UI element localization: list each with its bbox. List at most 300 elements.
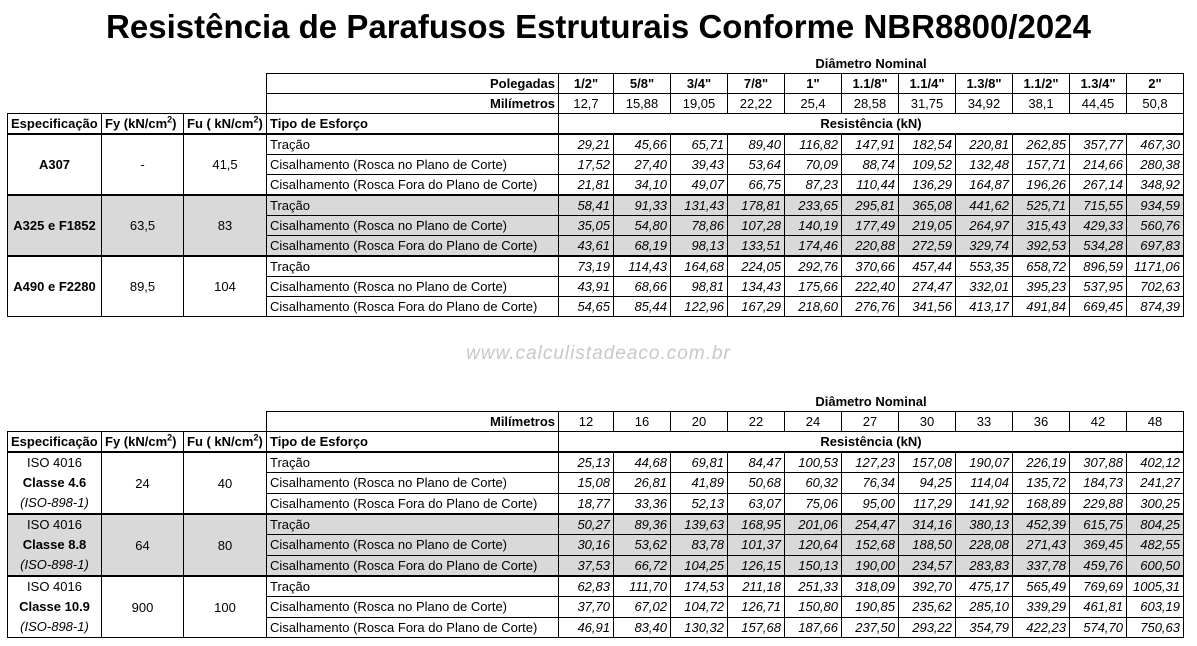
resistance-value: 175,66: [785, 277, 842, 297]
resistance-value: 750,63: [1127, 617, 1184, 637]
resistance-value: 98,81: [671, 277, 728, 297]
spec-standard: ISO 4016: [27, 517, 82, 532]
resistance-value: 702,63: [1127, 277, 1184, 297]
resistance-value: 78,86: [671, 216, 728, 236]
fy-value: 64: [102, 514, 184, 576]
resistance-value: 560,76: [1127, 216, 1184, 236]
mm-value: 48: [1127, 412, 1184, 432]
resistance-value: 168,95: [728, 514, 785, 535]
spec-reference: (ISO-898-1): [20, 619, 89, 634]
blank-cell: [8, 392, 559, 412]
resistance-value: 50,27: [559, 514, 614, 535]
resistance-value: 17,52: [559, 155, 614, 175]
resistance-value: 30,16: [559, 535, 614, 555]
bolt-table-metric: [7, 392, 1184, 638]
tipo-cell: Cisalhamento (Rosca Fora do Plano de Corte): [267, 493, 559, 514]
resistance-value: 196,26: [1013, 175, 1070, 196]
fu-value: 40: [184, 452, 267, 514]
resistance-value: 295,81: [842, 195, 899, 216]
tipo-cell: Cisalhamento (Rosca Fora do Plano de Corte): [267, 617, 559, 637]
resistance-value: 116,82: [785, 134, 842, 155]
resistance-value: 139,63: [671, 514, 728, 535]
resistance-value: 117,29: [899, 493, 956, 514]
resistance-value: 187,66: [785, 617, 842, 637]
resistance-value: 190,85: [842, 597, 899, 617]
table-row: [8, 134, 1184, 155]
resistance-value: 467,30: [1127, 134, 1184, 155]
resistance-value: 34,10: [614, 175, 671, 196]
resistance-value: 339,29: [1013, 597, 1070, 617]
resistance-value: 75,06: [785, 493, 842, 514]
resistance-value: 122,96: [671, 297, 728, 317]
resistance-value: 177,49: [842, 216, 899, 236]
resistance-value: 85,44: [614, 297, 671, 317]
resistance-value: 402,12: [1127, 452, 1184, 473]
mm-value: 33: [956, 412, 1013, 432]
resistance-value: 769,69: [1070, 576, 1127, 597]
resistance-value: 262,85: [1013, 134, 1070, 155]
mm-value: 24: [785, 412, 842, 432]
fu-header-text: Fu ( kN/cm: [187, 434, 254, 449]
resistance-value: 89,36: [614, 514, 671, 535]
resistance-value: 214,66: [1070, 155, 1127, 175]
spec-class: Classe 4.6: [22, 475, 87, 490]
table-row: [8, 576, 1184, 597]
close-paren: ): [258, 434, 263, 449]
resistance-value: 109,52: [899, 155, 956, 175]
tipo-cell: Cisalhamento (Rosca no Plano de Corte): [267, 277, 559, 297]
fy-header: [102, 114, 184, 135]
resistance-value: 152,68: [842, 535, 899, 555]
fu-value: 104: [184, 256, 267, 317]
spec-cell: [8, 256, 102, 317]
mm-value: 34,92: [956, 94, 1013, 114]
resistance-value: 68,66: [614, 277, 671, 297]
resistance-value: 254,47: [842, 514, 899, 535]
resistance-value: 126,15: [728, 555, 785, 576]
blank-cell: [8, 54, 559, 74]
fy-header-text: Fy (kN/cm: [105, 116, 168, 131]
mm-value: 22,22: [728, 94, 785, 114]
table-row: [8, 514, 1184, 535]
resistance-value: 37,70: [559, 597, 614, 617]
close-paren: ): [172, 434, 177, 449]
spec-cell: [8, 514, 102, 576]
tipo-cell: Tração: [267, 576, 559, 597]
fu-header-text: Fu ( kN/cm: [187, 116, 254, 131]
resistance-value: 54,65: [559, 297, 614, 317]
fu-value: 41,5: [184, 134, 267, 195]
resistance-value: 1005,31: [1127, 576, 1184, 597]
blank-cell: [8, 412, 267, 432]
table-row: [8, 256, 1184, 277]
mm-value: 44,45: [1070, 94, 1127, 114]
resistance-value: 574,70: [1070, 617, 1127, 637]
tipo-header: Tipo de Esforço: [267, 114, 559, 135]
mm-value: 16: [614, 412, 671, 432]
spec-header: Especificação: [8, 432, 102, 453]
spec-standard: ISO 4016: [27, 455, 82, 470]
resistance-value: 271,43: [1013, 535, 1070, 555]
mm-value: 19,05: [671, 94, 728, 114]
resistance-value: 341,56: [899, 297, 956, 317]
superscript-2: 2: [167, 432, 173, 443]
spec-class: Classe 10.9: [19, 599, 90, 614]
resistance-value: 475,17: [956, 576, 1013, 597]
resistance-value: 101,37: [728, 535, 785, 555]
resistance-value: 307,88: [1070, 452, 1127, 473]
inch-value: 5/8": [614, 74, 671, 94]
resistance-value: 178,81: [728, 195, 785, 216]
resistance-value: 35,05: [559, 216, 614, 236]
resistance-value: 84,47: [728, 452, 785, 473]
mm-value: 15,88: [614, 94, 671, 114]
resistance-value: 461,81: [1070, 597, 1127, 617]
header-row: [8, 114, 1184, 135]
spec-standard: ISO 4016: [27, 579, 82, 594]
resistance-value: 190,00: [842, 555, 899, 576]
table-metric-wrap: [7, 392, 1184, 638]
bolt-table-imperial: [7, 54, 1184, 317]
resistance-value: 53,64: [728, 155, 785, 175]
mm-value: 50,8: [1127, 94, 1184, 114]
resistance-value: 315,43: [1013, 216, 1070, 236]
inch-value: 1": [785, 74, 842, 94]
resistance-value: 43,91: [559, 277, 614, 297]
inch-value: 2": [1127, 74, 1184, 94]
resistance-value: 188,50: [899, 535, 956, 555]
tipo-cell: Cisalhamento (Rosca Fora do Plano de Corte): [267, 297, 559, 317]
resistance-value: 337,78: [1013, 555, 1070, 576]
resistance-value: 140,19: [785, 216, 842, 236]
tipo-header: Tipo de Esforço: [267, 432, 559, 453]
resistance-value: 422,23: [1013, 617, 1070, 637]
resistance-value: 26,81: [614, 473, 671, 493]
fy-header-text: Fy (kN/cm: [105, 434, 168, 449]
tipo-cell: Cisalhamento (Rosca Fora do Plano de Corte): [267, 236, 559, 257]
fu-header: [184, 114, 267, 135]
resistance-header: Resistência (kN): [559, 114, 1184, 135]
resistance-value: 41,89: [671, 473, 728, 493]
resistance-value: 292,76: [785, 256, 842, 277]
inch-value: 1/2": [559, 74, 614, 94]
resistance-value: 441,62: [956, 195, 1013, 216]
resistance-value: 110,44: [842, 175, 899, 196]
resistance-value: 429,33: [1070, 216, 1127, 236]
resistance-value: 300,25: [1127, 493, 1184, 514]
spec-reference: (ISO-898-1): [20, 495, 89, 510]
resistance-value: 228,08: [956, 535, 1013, 555]
resistance-value: 357,77: [1070, 134, 1127, 155]
resistance-value: 283,83: [956, 555, 1013, 576]
resistance-value: 491,84: [1013, 297, 1070, 317]
tipo-cell: Tração: [267, 195, 559, 216]
blank-cell: [8, 94, 267, 114]
inch-value: 1.1/2": [1013, 74, 1070, 94]
mm-value: 25,4: [785, 94, 842, 114]
resistance-value: 157,68: [728, 617, 785, 637]
table-row: [8, 452, 1184, 473]
resistance-value: 293,22: [899, 617, 956, 637]
inch-value: 3/4": [671, 74, 728, 94]
tipo-cell: Cisalhamento (Rosca no Plano de Corte): [267, 535, 559, 555]
resistance-value: 184,73: [1070, 473, 1127, 493]
fu-value: 83: [184, 195, 267, 256]
mm-value: 12: [559, 412, 614, 432]
resistance-value: 459,76: [1070, 555, 1127, 576]
resistance-value: 182,54: [899, 134, 956, 155]
resistance-value: 164,87: [956, 175, 1013, 196]
resistance-value: 537,95: [1070, 277, 1127, 297]
page-title: Resistência de Parafusos Estruturais Conforme NBR8800/2024: [106, 8, 1091, 45]
resistance-value: 219,05: [899, 216, 956, 236]
spec-reference: (ISO-898-1): [20, 557, 89, 572]
resistance-value: 120,64: [785, 535, 842, 555]
tipo-cell: Tração: [267, 452, 559, 473]
resistance-value: 37,53: [559, 555, 614, 576]
resistance-value: 130,32: [671, 617, 728, 637]
resistance-value: 98,13: [671, 236, 728, 257]
resistance-value: 658,72: [1013, 256, 1070, 277]
header-row: [8, 432, 1184, 453]
resistance-value: 135,72: [1013, 473, 1070, 493]
resistance-value: 53,62: [614, 535, 671, 555]
resistance-value: 157,71: [1013, 155, 1070, 175]
resistance-value: 126,71: [728, 597, 785, 617]
resistance-value: 603,19: [1127, 597, 1184, 617]
resistance-value: 457,44: [899, 256, 956, 277]
table-imperial-wrap: [7, 54, 1184, 317]
resistance-value: 91,33: [614, 195, 671, 216]
resistance-value: 131,43: [671, 195, 728, 216]
fy-header: [102, 432, 184, 453]
mm-value: 22: [728, 412, 785, 432]
resistance-value: 54,80: [614, 216, 671, 236]
mm-value: 28,58: [842, 94, 899, 114]
resistance-value: 224,05: [728, 256, 785, 277]
resistance-value: 141,92: [956, 493, 1013, 514]
resistance-value: 87,23: [785, 175, 842, 196]
table-row: [8, 195, 1184, 216]
resistance-value: 329,74: [956, 236, 1013, 257]
resistance-value: 15,08: [559, 473, 614, 493]
close-paren: ): [258, 116, 263, 131]
mm-value: 38,1: [1013, 94, 1070, 114]
resistance-value: 68,19: [614, 236, 671, 257]
caption-row: [8, 392, 1184, 412]
resistance-value: 318,09: [842, 576, 899, 597]
tipo-cell: Tração: [267, 134, 559, 155]
spec-cell: [8, 134, 102, 195]
resistance-value: 272,59: [899, 236, 956, 257]
resistance-value: 534,28: [1070, 236, 1127, 257]
resistance-value: 58,41: [559, 195, 614, 216]
resistance-value: 52,13: [671, 493, 728, 514]
tipo-cell: Cisalhamento (Rosca no Plano de Corte): [267, 597, 559, 617]
resistance-value: 147,91: [842, 134, 899, 155]
resistance-value: 157,08: [899, 452, 956, 473]
resistance-value: 896,59: [1070, 256, 1127, 277]
resistance-value: 94,25: [899, 473, 956, 493]
resistance-value: 365,08: [899, 195, 956, 216]
resistance-value: 150,80: [785, 597, 842, 617]
mm-value: 30: [899, 412, 956, 432]
resistance-value: 174,46: [785, 236, 842, 257]
resistance-value: 73,19: [559, 256, 614, 277]
resistance-value: 134,43: [728, 277, 785, 297]
fy-value: 63,5: [102, 195, 184, 256]
watermark: www.calculistadeaco.com.br: [466, 343, 731, 364]
resistance-value: 88,74: [842, 155, 899, 175]
resistance-value: 370,66: [842, 256, 899, 277]
resistance-value: 111,70: [614, 576, 671, 597]
resistance-value: 63,07: [728, 493, 785, 514]
mm-value: 42: [1070, 412, 1127, 432]
resistance-value: 43,61: [559, 236, 614, 257]
resistance-value: 114,43: [614, 256, 671, 277]
resistance-value: 874,39: [1127, 297, 1184, 317]
resistance-value: 66,75: [728, 175, 785, 196]
resistance-value: 100,53: [785, 452, 842, 473]
resistance-value: 29,21: [559, 134, 614, 155]
resistance-value: 104,25: [671, 555, 728, 576]
spec-name: A307: [38, 157, 71, 172]
resistance-value: 697,83: [1127, 236, 1184, 257]
resistance-value: 348,92: [1127, 175, 1184, 196]
mm-value: 12,7: [559, 94, 614, 114]
mm-row: [8, 412, 1184, 432]
resistance-value: 60,32: [785, 473, 842, 493]
tipo-cell: Cisalhamento (Rosca no Plano de Corte): [267, 473, 559, 493]
caption-row: [8, 54, 1184, 74]
resistance-value: 332,01: [956, 277, 1013, 297]
fy-value: -: [102, 134, 184, 195]
mm-row: [8, 94, 1184, 114]
resistance-value: 18,77: [559, 493, 614, 514]
mm-value: 31,75: [899, 94, 956, 114]
resistance-value: 150,13: [785, 555, 842, 576]
resistance-value: 104,72: [671, 597, 728, 617]
resistance-value: 233,65: [785, 195, 842, 216]
resistance-value: 107,28: [728, 216, 785, 236]
inch-value: 1.3/8": [956, 74, 1013, 94]
resistance-value: 127,23: [842, 452, 899, 473]
mm-value: 20: [671, 412, 728, 432]
resistance-value: 395,23: [1013, 277, 1070, 297]
resistance-value: 229,88: [1070, 493, 1127, 514]
resistance-value: 136,29: [899, 175, 956, 196]
inch-label: Polegadas: [267, 74, 559, 94]
fy-value: 89,5: [102, 256, 184, 317]
resistance-value: 66,72: [614, 555, 671, 576]
spec-name: A490 e F2280: [13, 279, 96, 294]
resistance-value: 132,48: [956, 155, 1013, 175]
tipo-cell: Cisalhamento (Rosca no Plano de Corte): [267, 155, 559, 175]
resistance-value: 67,02: [614, 597, 671, 617]
resistance-value: 89,40: [728, 134, 785, 155]
inch-value: 1.1/8": [842, 74, 899, 94]
resistance-value: 392,53: [1013, 236, 1070, 257]
resistance-value: 39,43: [671, 155, 728, 175]
resistance-value: 452,39: [1013, 514, 1070, 535]
tipo-cell: Tração: [267, 256, 559, 277]
resistance-value: 62,83: [559, 576, 614, 597]
resistance-value: 241,27: [1127, 473, 1184, 493]
resistance-value: 164,68: [671, 256, 728, 277]
resistance-value: 49,07: [671, 175, 728, 196]
resistance-value: 174,53: [671, 576, 728, 597]
resistance-header: Resistência (kN): [559, 432, 1184, 453]
resistance-value: 222,40: [842, 277, 899, 297]
resistance-value: 83,40: [614, 617, 671, 637]
resistance-value: 482,55: [1127, 535, 1184, 555]
resistance-value: 168,89: [1013, 493, 1070, 514]
resistance-value: 354,79: [956, 617, 1013, 637]
superscript-2: 2: [167, 114, 173, 125]
spec-cell: [8, 452, 102, 514]
resistance-value: 615,75: [1070, 514, 1127, 535]
resistance-value: 220,81: [956, 134, 1013, 155]
mm-label: Milímetros: [267, 412, 559, 432]
resistance-value: 369,45: [1070, 535, 1127, 555]
spec-cell: [8, 195, 102, 256]
blank-cell: [8, 74, 267, 94]
resistance-value: 33,36: [614, 493, 671, 514]
resistance-value: 25,13: [559, 452, 614, 473]
tipo-cell: Cisalhamento (Rosca Fora do Plano de Corte): [267, 175, 559, 196]
fy-value: 24: [102, 452, 184, 514]
resistance-value: 264,97: [956, 216, 1013, 236]
mm-value: 36: [1013, 412, 1070, 432]
fu-header: [184, 432, 267, 453]
resistance-value: 525,71: [1013, 195, 1070, 216]
resistance-value: 114,04: [956, 473, 1013, 493]
inch-value: 7/8": [728, 74, 785, 94]
resistance-value: 276,76: [842, 297, 899, 317]
inch-value: 1.1/4": [899, 74, 956, 94]
superscript-2: 2: [253, 114, 259, 125]
resistance-value: 600,50: [1127, 555, 1184, 576]
inch-row: [8, 74, 1184, 94]
resistance-value: 267,14: [1070, 175, 1127, 196]
resistance-value: 234,57: [899, 555, 956, 576]
resistance-value: 392,70: [899, 576, 956, 597]
resistance-value: 167,29: [728, 297, 785, 317]
mm-value: 27: [842, 412, 899, 432]
diameter-caption: Diâmetro Nominal: [815, 56, 927, 71]
resistance-value: 237,50: [842, 617, 899, 637]
resistance-value: 76,34: [842, 473, 899, 493]
resistance-value: 314,16: [899, 514, 956, 535]
resistance-value: 44,68: [614, 452, 671, 473]
resistance-value: 553,35: [956, 256, 1013, 277]
resistance-value: 65,71: [671, 134, 728, 155]
resistance-value: 70,09: [785, 155, 842, 175]
close-paren: ): [172, 116, 177, 131]
resistance-value: 280,38: [1127, 155, 1184, 175]
tipo-cell: Cisalhamento (Rosca Fora do Plano de Corte): [267, 555, 559, 576]
resistance-value: 1171,06: [1127, 256, 1184, 277]
resistance-value: 715,55: [1070, 195, 1127, 216]
resistance-value: 201,06: [785, 514, 842, 535]
diameter-caption: Diâmetro Nominal: [815, 394, 927, 409]
resistance-value: 83,78: [671, 535, 728, 555]
inch-value: 1.3/4": [1070, 74, 1127, 94]
resistance-value: 27,40: [614, 155, 671, 175]
resistance-value: 413,17: [956, 297, 1013, 317]
resistance-value: 69,81: [671, 452, 728, 473]
resistance-value: 669,45: [1070, 297, 1127, 317]
